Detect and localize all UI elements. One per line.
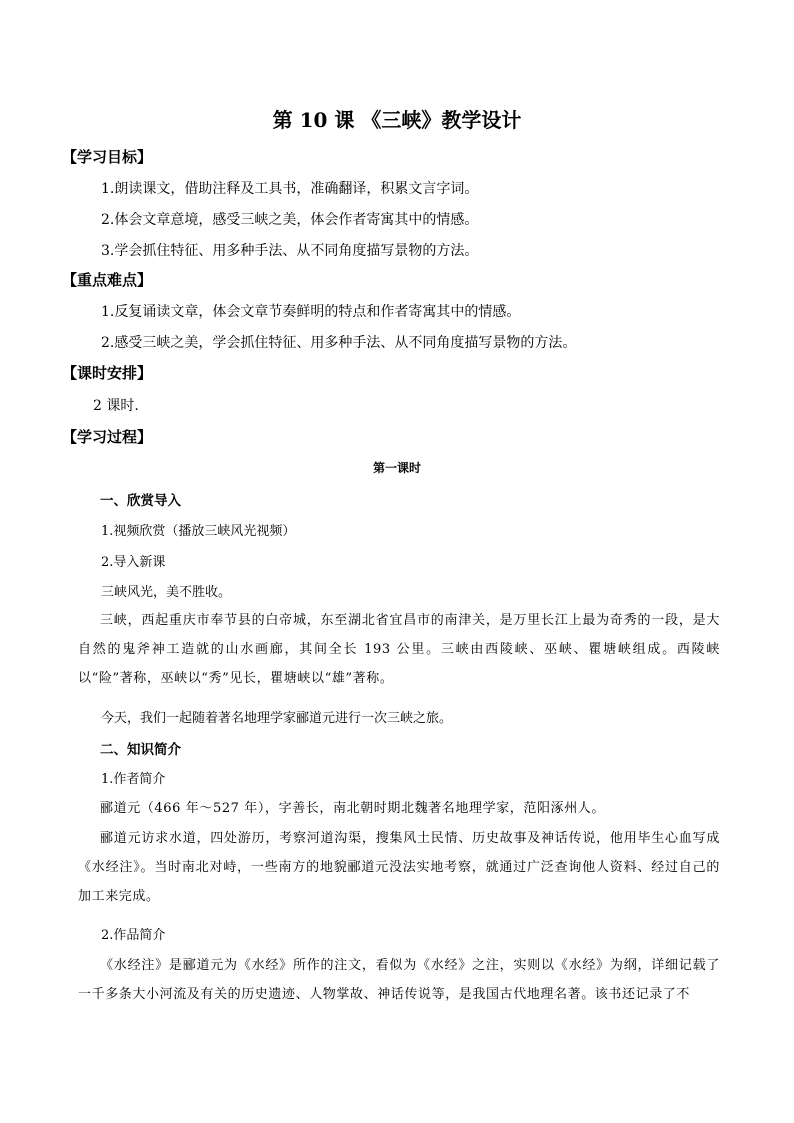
key-point-item: 2.感受三峡之美，学会抓住特征、用多种手法、从不同角度描写景物的方法。	[101, 335, 577, 351]
author-intro-heading: 1.作者简介	[101, 772, 166, 787]
goal-item: 2.体会文章意境，感受三峡之美，体会作者寄寓其中的情感。	[101, 212, 479, 228]
key-point-item: 1.反复诵读文章，体会文章节奏鲜明的特点和作者寄寓其中的情感。	[101, 304, 521, 320]
key-points-heading: 【重点难点】	[62, 271, 153, 289]
process-heading: 【学习过程】	[62, 428, 153, 446]
schedule-text: 2 课时.	[93, 398, 139, 414]
part1-item: 2.导入新课	[101, 555, 166, 570]
sanxia-paragraph: 三峡，西起重庆市奉节县的白帝城，东至湖北省宜昌市的南津关，是万里长江上最为奇秀的一段，是大自然的鬼斧神工造就的山水画廊，其间全长 193 公里。三峡由西陵峡、巫峡、瞿塘峡组成。西陵峡以“险”著称，巫峡以“秀”见长，瞿塘峡以“雄”著称。	[78, 613, 720, 686]
work-intro-heading: 2.作品简介	[101, 928, 166, 943]
author-paragraph: 郦道元访求水道，四处游历，考察河道沟渠，搜集风土民情、历史故事及神话传说，他用毕生心血写成 《水经注》。当时南北对峙，一些南方的地貌郦道元没法实地考察，就通过广泛查询他人资料、经过自己的加工来完成。	[78, 831, 720, 904]
part1-heading: 一、欣赏导入	[100, 493, 181, 509]
part2-heading: 二、知识简介	[100, 742, 181, 758]
intro-line: 三峡风光，美不胜收。	[101, 585, 232, 600]
schedule-heading: 【课时安排】	[62, 364, 153, 382]
goals-heading: 【学习目标】	[62, 148, 153, 166]
page-title: 第 10 课 《三峡》教学设计	[272, 108, 522, 132]
intro-line: 今天，我们一起随着著名地理学家郦道元进行一次三峡之旅。	[101, 711, 453, 726]
part1-item: 1.视频欣赏（播放三峡风光视频）	[101, 524, 296, 539]
lesson-title: 第一课时	[372, 461, 421, 475]
author-paragraph: 郦道元（466 年～527 年），字善长，南北朝时期北魏著名地理学家，范阳涿州人。	[100, 801, 605, 816]
goal-item: 3.学会抓住特征、用多种手法、从不同角度描写景物的方法。	[101, 243, 479, 259]
goal-item: 1.朗读课文，借助注释及工具书，准确翻译，积累文言字词。	[101, 181, 479, 197]
work-paragraph: 《水经注》是郦道元为《水经》所作的注文，看似为《水经》之注，实则以《水经》为纲，详细记载了一千多条大小河流及有关的历史遗迹、人物掌故、神话传说等，是我国古代地理名著。该书还记录了不	[78, 958, 720, 1002]
